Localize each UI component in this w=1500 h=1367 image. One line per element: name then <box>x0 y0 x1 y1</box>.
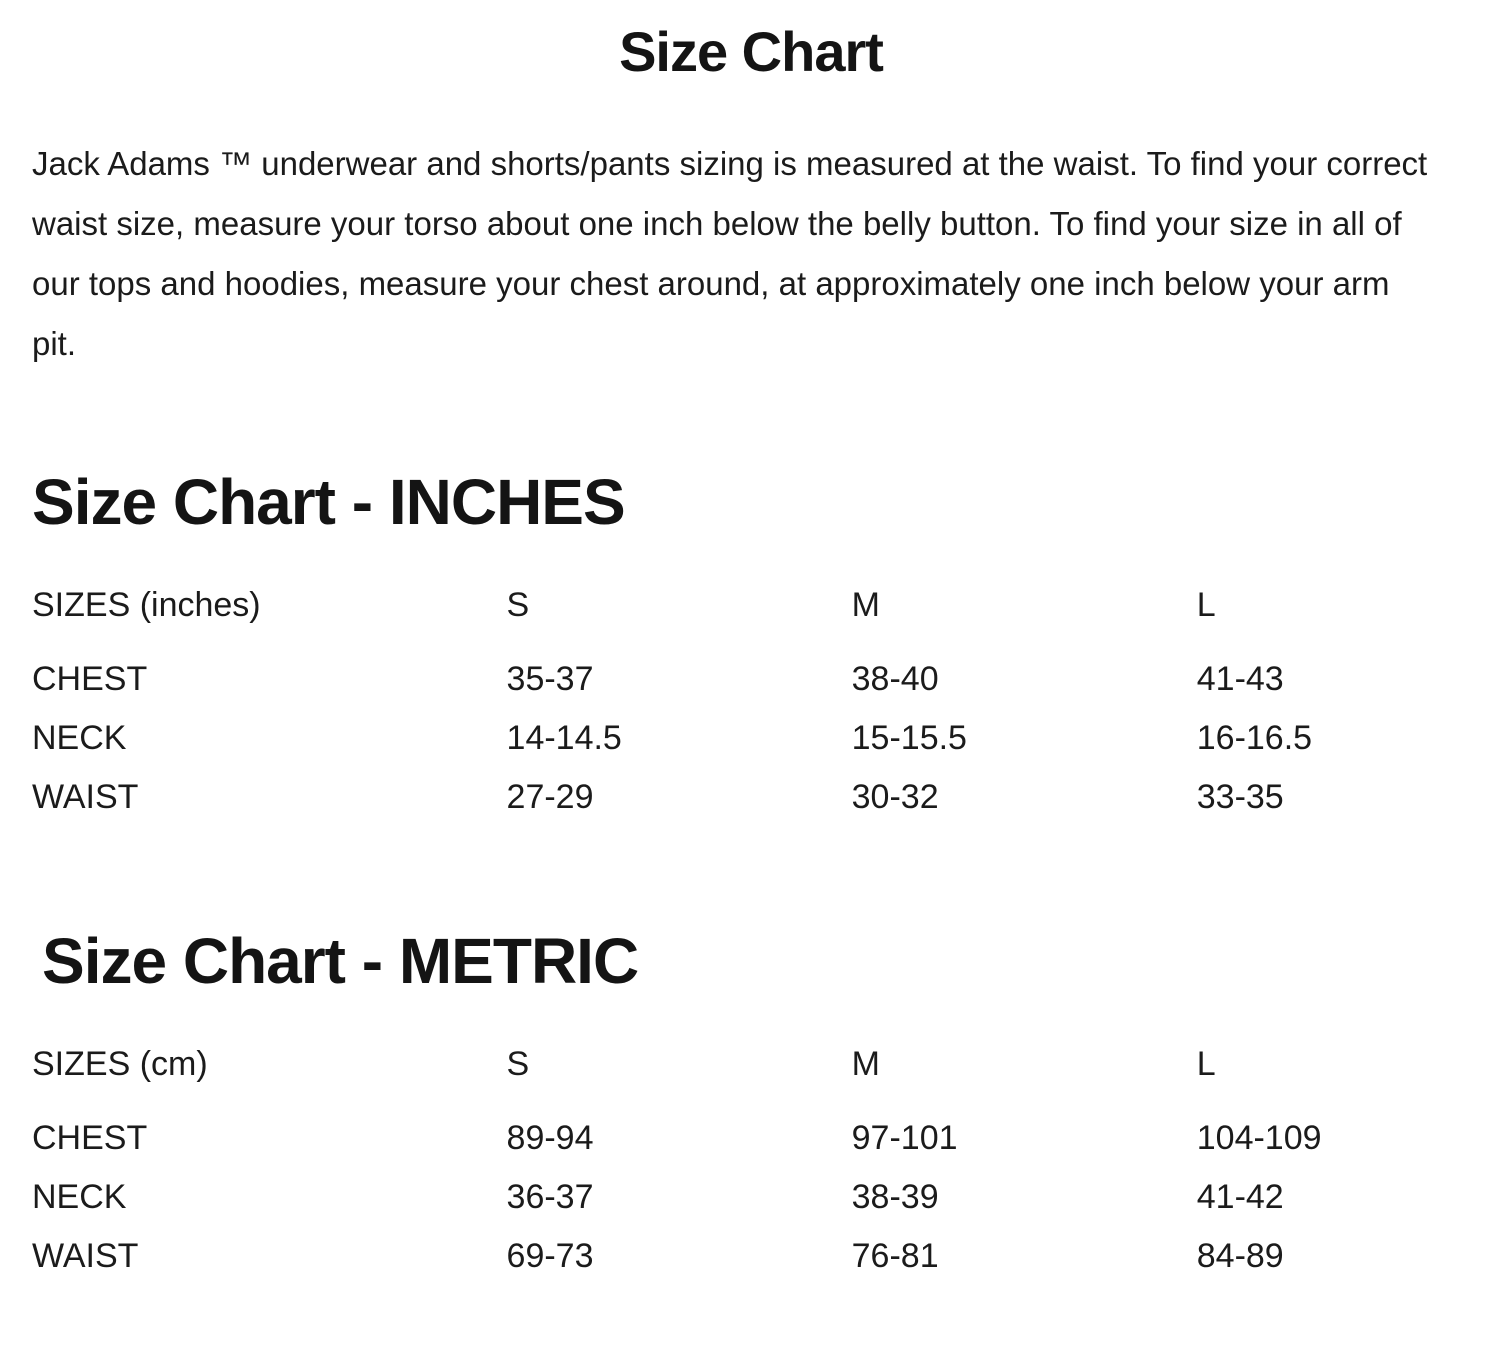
size-value: 35-37 <box>506 660 594 698</box>
column-header-l: L <box>1196 1045 1216 1083</box>
table-row-waist <box>32 1227 1470 1286</box>
metric-header-row <box>32 1043 1470 1109</box>
size-value: 27-29 <box>506 778 594 816</box>
row-label: CHEST <box>32 660 148 698</box>
metric-table <box>32 1043 1470 1286</box>
page-title: Size Chart <box>619 20 883 83</box>
size-value: 15-15.5 <box>851 719 967 757</box>
inches-table <box>32 584 1470 827</box>
metric-section <box>32 923 1470 1286</box>
row-label: NECK <box>32 1178 127 1216</box>
column-header-s: S <box>506 586 530 624</box>
row-label: WAIST <box>32 1237 139 1275</box>
table-row-waist <box>32 768 1470 827</box>
column-header-s: S <box>506 1045 530 1083</box>
row-label: WAIST <box>32 778 139 816</box>
inches-section <box>32 464 1470 827</box>
column-header-m: M <box>851 586 880 624</box>
size-value: 84-89 <box>1196 1237 1284 1275</box>
column-header-l: L <box>1196 586 1216 624</box>
table-row-neck <box>32 1168 1470 1227</box>
size-value: 38-39 <box>851 1178 939 1216</box>
size-value: 104-109 <box>1196 1119 1322 1157</box>
size-value: 76-81 <box>851 1237 939 1275</box>
inches-heading: Size Chart - INCHES <box>32 466 625 538</box>
size-value: 69-73 <box>506 1237 594 1275</box>
size-value: 41-42 <box>1196 1178 1284 1216</box>
table-row-chest <box>32 1109 1470 1168</box>
row-label: CHEST <box>32 1119 148 1157</box>
column-header-sizes: SIZES (cm) <box>32 1045 208 1083</box>
table-row-chest <box>32 650 1470 709</box>
size-value: 16-16.5 <box>1196 719 1313 757</box>
table-row-neck <box>32 709 1470 768</box>
size-value: 97-101 <box>851 1119 958 1157</box>
size-value: 89-94 <box>506 1119 594 1157</box>
size-value: 33-35 <box>1196 778 1284 816</box>
size-value: 36-37 <box>506 1178 594 1216</box>
size-value: 14-14.5 <box>506 719 622 757</box>
column-header-sizes: SIZES (inches) <box>32 586 261 624</box>
size-value: 41-43 <box>1196 660 1284 698</box>
row-label: NECK <box>32 719 127 757</box>
size-value: 38-40 <box>851 660 939 698</box>
inches-header-row <box>32 584 1470 650</box>
metric-heading: Size Chart - METRIC <box>42 925 639 997</box>
size-value: 30-32 <box>851 778 939 816</box>
column-header-m: M <box>851 1045 880 1083</box>
intro-paragraph: Jack Adams ™ underwear and shorts/pants sizing is measured at the waist. To find your correct waist size, measure your torso about one inch below the belly button. To find your size in all of our tops and hoodies, measure your chest around, at approximately one inch below your arm pit. <box>32 145 1428 362</box>
